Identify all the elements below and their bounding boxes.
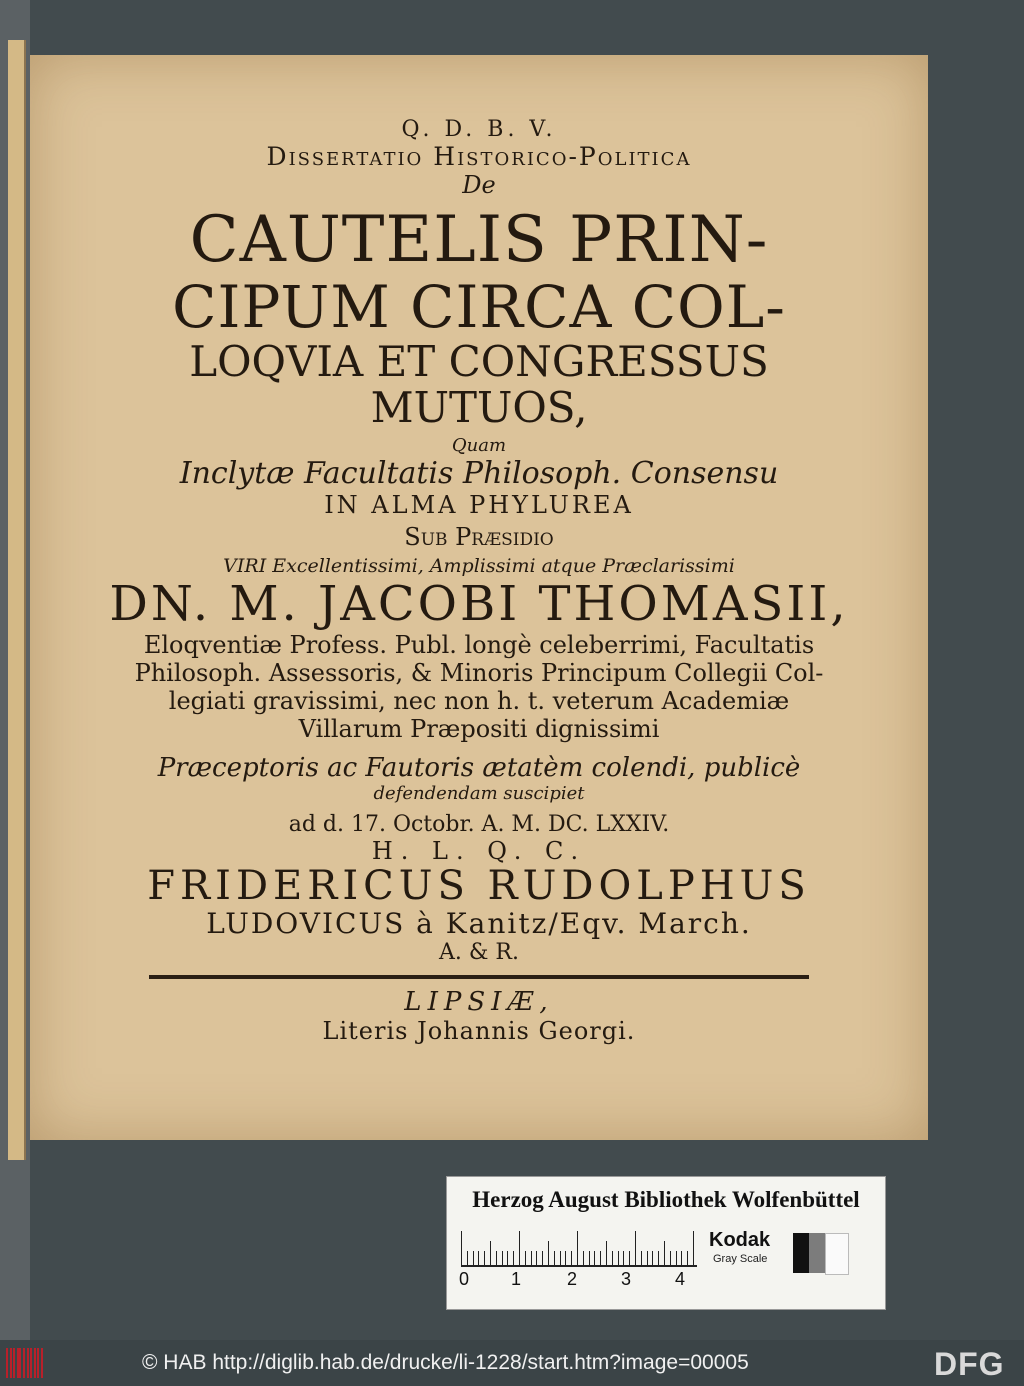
text-praeceptoris: Præceptoris ac Fautoris ætatèm colendi, publicè: [157, 753, 801, 783]
ruler-tick: [473, 1251, 474, 1265]
text-villarum: Villarum Præpositi dignissimi: [298, 715, 660, 743]
kodak-logo: Kodak: [709, 1229, 771, 1251]
text-sub-praesidio: Sub Præsidio: [404, 523, 554, 551]
text-date: ad d. 17. Octobr. A. M. DC. LXXIV.: [288, 812, 670, 837]
ruler-tick: [635, 1231, 636, 1265]
barcode-stripe: [10, 1348, 12, 1378]
barcode-stripe: [13, 1348, 15, 1378]
ruler-tick: [565, 1251, 566, 1265]
barcode-stripe: [37, 1348, 39, 1378]
barcode-stripe: [30, 1348, 32, 1378]
ruler-tick: [548, 1241, 549, 1265]
ruler-tick: [496, 1251, 497, 1265]
swatch-black: [793, 1233, 809, 1273]
ruler-tick: [664, 1241, 665, 1265]
ruler-tick: [594, 1251, 595, 1265]
text-literis: Literis Johannis Georgi.: [322, 1017, 636, 1045]
scale-number: 4: [675, 1269, 686, 1289]
gray-scale-label: Gray Scale: [713, 1253, 768, 1265]
ruler-tick: [693, 1231, 694, 1265]
text-philosoph: Philosoph. Assessoris, & Minoris Principum Collegii Col-: [134, 659, 824, 687]
barcode-stripe: [41, 1348, 43, 1378]
text-defendendam: defendendam suscipiet: [373, 783, 585, 804]
title-page: [30, 55, 928, 1140]
ruler-tick: [687, 1251, 688, 1265]
previous-page-edge: [0, 0, 30, 1340]
text-eloqventiae: Eloqventiæ Profess. Publ. longè celeberrimi, Facultatis: [143, 631, 815, 659]
ruler-tick: [467, 1251, 468, 1265]
barcode-icon: [6, 1348, 46, 1378]
text-inclytae: Inclytæ Facultatis Philosoph. Consensu: [179, 456, 779, 491]
ruler-tick: [647, 1251, 648, 1265]
title-page-text: [30, 55, 928, 1045]
barcode-stripe: [27, 1348, 29, 1378]
ruler-tick: [681, 1251, 682, 1265]
barcode-stripe: [34, 1348, 36, 1378]
scale-number: 0: [459, 1269, 470, 1289]
barcode-stripe: [23, 1348, 25, 1378]
ruler-tick: [478, 1251, 479, 1265]
footer-bar: [0, 1340, 1024, 1386]
ruler-tick: [629, 1251, 630, 1265]
title-line-4: MUTUOS,: [370, 383, 588, 432]
ruler-tick: [670, 1251, 671, 1265]
ruler-tick: [490, 1241, 491, 1265]
text-alma: IN ALMA PHYLUREA: [324, 491, 634, 519]
ruler-tick: [606, 1241, 607, 1265]
ruler-tick: [461, 1231, 462, 1265]
title-line-2: CIPUM CIRCA COL-: [172, 273, 786, 341]
ruler-tick: [554, 1251, 555, 1265]
scale-number: 3: [621, 1269, 632, 1289]
text-hlqc: H. L. Q. C.: [371, 837, 587, 865]
ruler-tick: [589, 1251, 590, 1265]
ruler-tick: [577, 1231, 578, 1265]
text-qdbv: Q. D. B. V.: [401, 117, 557, 142]
ruler-tick: [513, 1251, 514, 1265]
text-quam: Quam: [451, 435, 507, 456]
text-respondent-name: FRIDERICUS RUDOLPHUS: [147, 863, 811, 909]
swatch-gray: [809, 1233, 825, 1273]
scale-number: 2: [567, 1269, 578, 1289]
ruler-tick: [502, 1251, 503, 1265]
text-de: De: [462, 171, 496, 199]
dfg-logo: DFG: [934, 1346, 1005, 1382]
ruler-tick: [623, 1251, 624, 1265]
ruler-tick: [560, 1251, 561, 1265]
scale-ruler: [461, 1229, 697, 1267]
barcode-stripe: [19, 1348, 21, 1378]
title-line-1: CAUTELIS PRIN-: [189, 203, 769, 277]
scale-number: 1: [511, 1269, 522, 1289]
ruler-tick: [536, 1251, 537, 1265]
ruler-tick: [571, 1251, 572, 1265]
title-line-3: LOQVIA ET CONGRESSUS: [189, 337, 769, 386]
copyright-link[interactable]: © HAB http://diglib.hab.de/drucke/li-1228/start.htm?image=00005: [142, 1351, 749, 1374]
text-viri: VIRI Excellentissimi, Amplissimi atque Præclarissimi: [223, 555, 735, 577]
ruler-tick: [641, 1251, 642, 1265]
ruler-tick: [507, 1251, 508, 1265]
horizontal-rule: [149, 975, 809, 979]
text-a-r: A. & R.: [438, 940, 519, 965]
swatch-white: [825, 1233, 849, 1275]
library-name: Herzog August Bibliothek Wolfenbüttel: [472, 1187, 860, 1212]
ruler-tick: [612, 1251, 613, 1265]
ruler-tick: [658, 1251, 659, 1265]
ruler-tick: [531, 1251, 532, 1265]
text-lipsiae: LIPSIÆ,: [404, 987, 554, 1017]
ruler-tick: [600, 1251, 601, 1265]
ruler-tick: [676, 1251, 677, 1265]
ruler-tick: [542, 1251, 543, 1265]
ruler-tick: [583, 1251, 584, 1265]
ruler-tick: [618, 1251, 619, 1265]
text-ludovicus: LUDOVICUS à Kanitz/Eqv. March.: [206, 907, 752, 940]
ruler-tick: [519, 1231, 520, 1265]
scale-numbers: [455, 1269, 695, 1293]
ruler-tick: [525, 1251, 526, 1265]
ruler-tick: [652, 1251, 653, 1265]
ruler-tick: [484, 1251, 485, 1265]
text-dissertatio: Dissertatio Historico-Politica: [266, 142, 692, 171]
barcode-stripe: [6, 1348, 8, 1378]
text-legiati: legiati gravissimi, nec non h. t. veterum Academiæ: [168, 687, 790, 715]
text-praeses-name: DN. M. JACOBI THOMASII,: [109, 576, 849, 632]
library-color-target: [446, 1176, 886, 1310]
